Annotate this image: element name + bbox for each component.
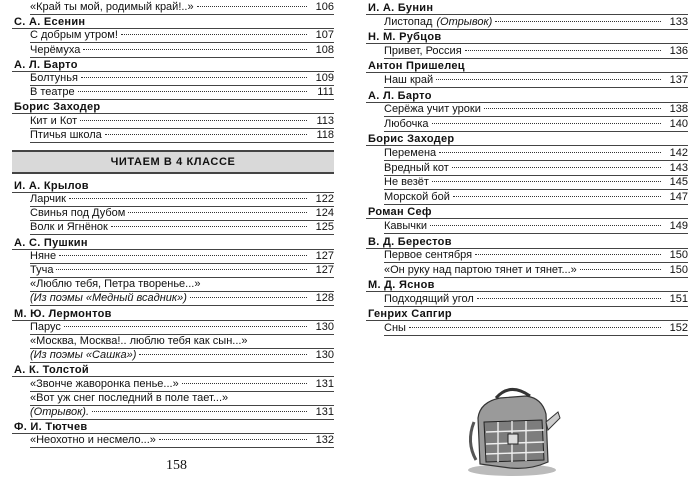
dot-leader — [105, 134, 307, 135]
toc-row — [366, 219, 688, 234]
page-number: 158 — [166, 458, 187, 473]
author-heading — [12, 14, 334, 28]
toc-row — [366, 146, 688, 161]
toc-row — [12, 128, 334, 142]
entry-page-number: 143 — [669, 161, 688, 174]
entry-title: Перемена — [384, 146, 437, 159]
author-name: А. С. Пушкин — [14, 236, 88, 249]
entry-page-number: 145 — [669, 176, 688, 189]
entry-title: Морской бой — [384, 190, 450, 203]
author-heading — [366, 131, 688, 146]
toc-row — [366, 117, 688, 132]
entry-page-number: 107 — [315, 29, 334, 42]
author-heading — [366, 0, 688, 15]
author-name: Борис Заходер — [14, 101, 101, 114]
dot-leader — [92, 411, 307, 412]
toc-row — [366, 175, 688, 190]
entry-page-number: 113 — [316, 114, 334, 127]
entry-title: «Он руку над партою тянет и тянет...» — [384, 263, 577, 276]
entry-title: Подходящий угол — [384, 292, 474, 305]
dot-leader — [475, 254, 661, 255]
entry-page-number: 131 — [315, 405, 334, 418]
author-heading — [366, 88, 688, 103]
author-name: Н. М. Рубцов — [368, 31, 442, 44]
author-heading — [12, 178, 334, 192]
dot-leader — [80, 120, 307, 121]
entry-title: Кит и Кот — [30, 114, 78, 127]
entry-page-number: 132 — [315, 434, 334, 447]
entry-page-number: 128 — [315, 292, 334, 305]
toc-row — [12, 320, 334, 334]
author-name: Ф. И. Тютчев — [14, 421, 88, 434]
toc-subtitle-row — [12, 348, 334, 362]
entry-title: (Из поэмы «Сашка») — [30, 349, 137, 362]
author-heading — [366, 277, 688, 292]
dot-leader — [159, 439, 307, 440]
author-heading — [366, 306, 688, 321]
row-rule — [384, 335, 688, 336]
toc-row — [12, 28, 334, 42]
entry-page-number: 149 — [669, 219, 688, 232]
author-heading — [12, 99, 334, 113]
toc-row — [12, 114, 334, 128]
dot-leader — [78, 91, 307, 92]
dot-leader — [452, 167, 661, 168]
toc-row — [366, 263, 688, 278]
author-heading — [12, 419, 334, 433]
toc-left-column — [12, 0, 334, 447]
author-heading — [12, 235, 334, 249]
entry-page-number: 136 — [669, 44, 688, 57]
author-name: Борис Заходер — [368, 133, 455, 146]
toc-row — [12, 391, 334, 405]
dot-leader — [128, 212, 307, 213]
toc-row — [366, 44, 688, 59]
entry-page-number: 142 — [669, 146, 688, 159]
author-name: М. Ю. Лермонтов — [14, 307, 112, 320]
entry-title: Привет, Россия — [384, 44, 462, 57]
author-name: Роман Сеф — [368, 206, 432, 219]
entry-title: Любочка — [384, 117, 429, 130]
entry-title: Парус — [30, 320, 61, 333]
toc-row — [12, 334, 334, 348]
dot-leader — [197, 6, 307, 7]
author-name: С. А. Есенин — [14, 16, 86, 29]
author-name: А. К. Толстой — [14, 364, 89, 377]
dot-leader — [432, 123, 661, 124]
dot-leader — [465, 50, 661, 51]
entry-title: Ларчик — [30, 193, 66, 206]
entry-title: Первое сентября — [384, 249, 473, 262]
entry-page-number: 108 — [315, 43, 334, 56]
dot-leader — [436, 79, 661, 80]
toc-row — [12, 85, 334, 99]
dot-leader — [59, 255, 307, 256]
author-heading — [366, 234, 688, 249]
toc-row — [12, 220, 334, 234]
toc-row — [12, 249, 334, 263]
dot-leader — [83, 49, 307, 50]
entry-page-number: 106 — [315, 1, 334, 13]
entry-page-number: 147 — [669, 190, 688, 203]
entry-page-number: 125 — [315, 221, 334, 234]
author-name: И. А. Бунин — [368, 2, 434, 14]
entry-title: Не везёт — [384, 176, 429, 189]
author-heading — [12, 362, 334, 376]
dot-leader — [453, 196, 661, 197]
entry-page-number: 109 — [315, 71, 334, 84]
dot-leader — [190, 297, 307, 298]
entry-title: (Из поэмы «Медный всадник») — [30, 292, 187, 305]
entry-page-number: 151 — [669, 292, 688, 305]
row-rule — [30, 142, 334, 143]
entry-title: Туча — [30, 264, 54, 276]
author-name: А. Л. Барто — [14, 58, 78, 71]
toc-row — [12, 263, 334, 277]
author-heading — [366, 29, 688, 44]
toc-row — [366, 190, 688, 205]
dot-leader — [580, 269, 661, 270]
entry-title: «Москва, Москва!.. люблю тебя как сын...» — [30, 334, 248, 347]
entry-page-number: 131 — [315, 377, 334, 390]
dot-leader — [495, 21, 661, 22]
author-heading — [366, 204, 688, 219]
dot-leader — [81, 77, 307, 78]
entry-title: «Звонче жаворонка пенье...» — [30, 377, 179, 390]
entry-note: (Отрывок) — [436, 15, 493, 28]
entry-page-number: 127 — [315, 249, 334, 262]
toc-row — [12, 377, 334, 391]
dot-leader — [56, 269, 307, 270]
toc-row — [12, 192, 334, 206]
entry-title: «Край ты мой, родимый край!..» — [30, 1, 194, 13]
toc-row — [12, 71, 334, 85]
entry-page-number: 111 — [317, 86, 334, 99]
toc-row — [366, 161, 688, 176]
entry-title: Няне — [30, 249, 57, 262]
dot-leader — [111, 226, 307, 227]
toc-row — [12, 0, 334, 14]
entry-page-number: 150 — [669, 249, 688, 262]
entry-page-number: 124 — [315, 207, 334, 220]
toc-subtitle-row — [12, 405, 334, 419]
dot-leader — [484, 108, 661, 109]
entry-title: В театре — [30, 86, 75, 99]
entry-title: Болтунья — [30, 71, 78, 84]
toc-row — [366, 248, 688, 263]
author-name: В. Д. Берестов — [368, 235, 452, 248]
dot-leader — [139, 354, 307, 355]
toc-row — [366, 321, 688, 336]
author-heading — [12, 306, 334, 320]
dot-leader — [69, 198, 307, 199]
author-name: Генрих Сапгир — [368, 308, 452, 321]
entry-page-number: 152 — [669, 322, 688, 335]
school-satchel-illustration — [460, 382, 564, 478]
author-name: А. Л. Барто — [368, 89, 432, 102]
dot-leader — [121, 34, 307, 35]
dot-leader — [409, 327, 661, 328]
author-name: Антон Пришелец — [368, 60, 465, 73]
entry-title: Птичья школа — [30, 128, 102, 141]
dot-leader — [432, 181, 661, 182]
toc-subtitle-row — [12, 291, 334, 305]
entry-title: «Люблю тебя, Петра творенье...» — [30, 278, 201, 291]
entry-title: Вредный кот — [384, 161, 449, 174]
author-name: И. А. Крылов — [14, 179, 89, 192]
entry-title: Наш край — [384, 73, 434, 86]
toc-row — [366, 15, 688, 30]
entry-page-number: 137 — [669, 73, 688, 86]
toc-row — [12, 43, 334, 57]
entry-title: Свинья под Дубом — [30, 207, 126, 220]
entry-page-number: 122 — [315, 193, 334, 206]
row-rule — [30, 447, 334, 448]
dot-leader — [64, 326, 307, 327]
entry-title: «Неохотно и несмело...» — [30, 434, 156, 447]
author-name: М. Д. Яснов — [368, 279, 435, 292]
dot-leader — [430, 225, 661, 226]
entry-title: С добрым утром! — [30, 29, 118, 42]
entry-page-number: 150 — [669, 263, 688, 276]
entry-page-number: 130 — [315, 349, 334, 362]
toc-row — [12, 277, 334, 291]
toc-row — [12, 206, 334, 220]
entry-page-number: 140 — [669, 117, 688, 130]
toc-row — [366, 102, 688, 117]
entry-title: Черёмуха — [30, 43, 81, 56]
entry-title: Волк и Ягнёнок — [30, 221, 108, 234]
entry-title: «Вот уж снег последний в поле тает...» — [30, 391, 229, 404]
dot-leader — [477, 298, 661, 299]
entry-page-number: 133 — [669, 15, 688, 28]
entry-title: Сны — [384, 322, 406, 335]
author-heading — [12, 57, 334, 71]
toc-row — [12, 433, 334, 447]
dot-leader — [439, 152, 661, 153]
entry-title: Кавычки — [384, 219, 427, 232]
toc-right-column — [366, 0, 688, 336]
entry-title: (Отрывок). — [30, 405, 90, 418]
entry-title: Серёжа учит уроки — [384, 103, 481, 116]
author-heading — [366, 58, 688, 73]
entry-page-number: 118 — [316, 128, 334, 141]
entry-title: Листопад — [384, 15, 433, 28]
toc-row — [366, 73, 688, 88]
entry-page-number: 127 — [315, 264, 334, 276]
entry-page-number: 130 — [315, 320, 334, 333]
entry-page-number: 138 — [669, 103, 688, 116]
toc-row — [366, 292, 688, 307]
dot-leader — [182, 383, 307, 384]
section-heading: ЧИТАЕМ В 4 КЛАССЕ — [12, 150, 334, 174]
